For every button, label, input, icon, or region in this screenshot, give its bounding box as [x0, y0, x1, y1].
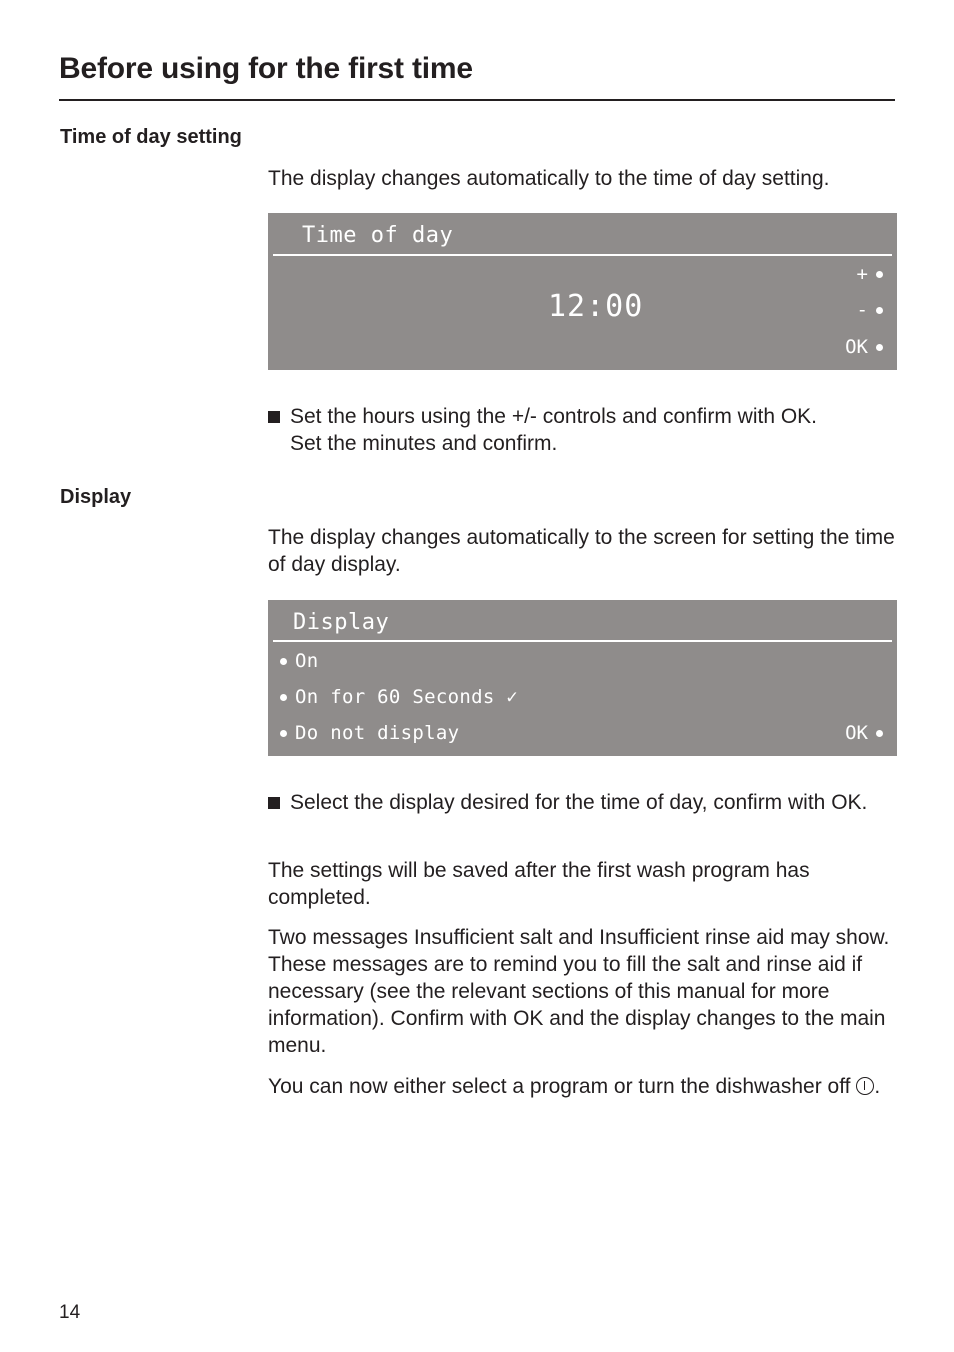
- square-bullet-icon: [268, 411, 280, 423]
- note-final-end: .: [874, 1075, 881, 1098]
- display-heading: Display: [60, 486, 132, 508]
- ok-label: OK: [845, 722, 868, 744]
- minus-label: -: [856, 299, 868, 321]
- note-final-text: You can now either select a program or turn the dishwasher off: [268, 1075, 851, 1098]
- note-settings-saved: The settings will be saved after the first wash program has completed.: [268, 859, 810, 909]
- option-on-60-seconds[interactable]: [280, 686, 518, 708]
- ok-control[interactable]: [845, 722, 883, 744]
- display-instruction: [268, 789, 896, 816]
- display-instruction-text: Select the display desired for the time of day, confirm with OK.: [290, 791, 868, 814]
- display-divider: [273, 254, 892, 256]
- dot-icon: [876, 730, 883, 737]
- option-label: On: [295, 650, 319, 672]
- time-of-day-heading: Time of day setting: [60, 126, 242, 148]
- option-do-not-display[interactable]: [280, 722, 459, 744]
- time-instruction-line2: Set the minutes and confirm.: [290, 432, 558, 455]
- time-value: 12:00: [548, 289, 644, 324]
- note-messages: Two messages Insufficient salt and Insufficient rinse aid may show. These messages are to remind you to fill the salt and rinse aid if necessary (see the relevant sections of this manual for more information). Confirm with OK and the display changes to the main menu.: [268, 926, 890, 1057]
- display-intro: The display changes automatically to the screen for setting the time of day display.: [268, 526, 895, 576]
- dot-icon: [876, 307, 883, 314]
- dot-icon: [280, 730, 287, 737]
- power-icon: [856, 1077, 874, 1095]
- dot-icon: [280, 658, 287, 665]
- time-instruction-line1: Set the hours using the +/- controls and confirm with OK.: [290, 405, 818, 428]
- time-of-day-intro: The display changes automatically to the time of day setting.: [268, 167, 830, 190]
- display-setting-screen: [268, 600, 897, 756]
- option-label: On for 60 Seconds ✓: [295, 686, 519, 708]
- dot-icon: [280, 694, 287, 701]
- minus-control[interactable]: [857, 299, 883, 321]
- square-bullet-icon: [268, 797, 280, 809]
- plus-label: +: [856, 263, 868, 285]
- display-screen-title: Display: [293, 610, 390, 635]
- ok-label: OK: [845, 336, 868, 358]
- time-instruction: [268, 403, 896, 457]
- page-title: Before using for the first time: [59, 52, 473, 85]
- ok-control[interactable]: [845, 336, 883, 358]
- dot-icon: [876, 344, 883, 351]
- dot-icon: [876, 271, 883, 278]
- time-of-day-display: [268, 213, 897, 370]
- page-number: 14: [59, 1302, 81, 1323]
- display-divider: [273, 640, 892, 642]
- option-label: Do not display: [295, 722, 460, 744]
- title-divider: [59, 99, 895, 101]
- note-final: [268, 1073, 896, 1100]
- time-of-day-display-title: Time of day: [302, 223, 454, 248]
- option-on[interactable]: [280, 650, 318, 672]
- plus-control[interactable]: [857, 263, 883, 285]
